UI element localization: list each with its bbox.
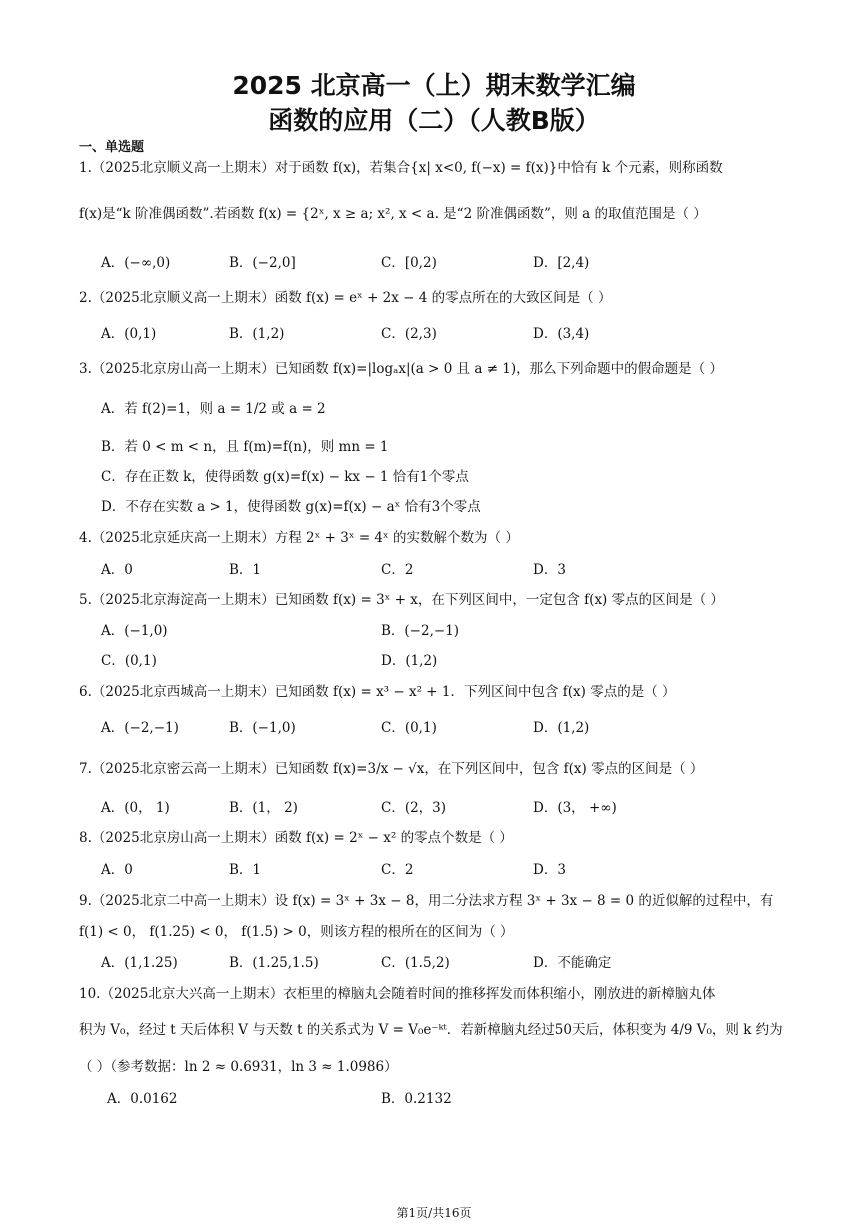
q9-line1: 9.（2025北京二中高一上期末）设 f(x) = 3ˣ + 3x − 8，用二分法求方程 3ˣ + 3x − 8 = 0 的近似解的过程中，有 (79, 893, 774, 909)
q8-option-d: D．3 (533, 862, 566, 878)
q2-option-a: A．(0,1) (101, 326, 157, 342)
q3-option-c: C．存在正数 k，使得函数 g(x)=f(x) − kx − 1 恰有1个零点 (101, 469, 469, 485)
q5-option-a: A．(−1,0) (101, 623, 168, 639)
q4-option-a: A．0 (101, 562, 133, 578)
q10-option-b: B．0.2132 (381, 1091, 452, 1107)
q9-option-d: D．不能确定 (533, 955, 612, 971)
q10-line3: （ ）（参考数据：ln 2 ≈ 0.6931，ln 3 ≈ 1.0986） (79, 1059, 398, 1075)
q9-option-c: C．(1.5,2) (381, 955, 450, 971)
q3-option-a: A．若 f(2)=1，则 a = 1/2 或 a = 2 (101, 401, 326, 417)
q3-line1: 3.（2025北京房山高一上期末）已知函数 f(x)=|logₐx|(a > 0 且 a ≠ 1)，那么下列命题中的假命题是（ ） (79, 361, 723, 377)
q3-option-d: D．不存在实数 a > 1，使得函数 g(x)=f(x) − aˣ 恰有3个零点 (101, 499, 481, 515)
q5-option-c: C．(0,1) (101, 653, 157, 669)
q4-option-d: D．3 (533, 562, 566, 578)
q7-option-b: B．(1， 2) (229, 800, 298, 816)
q9-option-b: B．(1.25,1.5) (229, 955, 319, 971)
q6-line1: 6.（2025北京西城高一上期末）已知函数 f(x) = x³ − x² + 1．下列区间中包含 f(x) 零点的是（ ） (79, 684, 676, 700)
q1-option-b: B．(−2,0] (229, 255, 296, 271)
q7-option-c: C．(2，3) (381, 800, 447, 816)
q2-line1: 2.（2025北京顺义高一上期末）函数 f(x) = eˣ + 2x − 4 的零点所在的大致区间是（ ） (79, 290, 612, 306)
q1-line2: f(x)是“k 阶准偶函数”.若函数 f(x) = {2ˣ, x ≥ a; x², x < a. 是“2 阶准偶函数”，则 a 的取值范围是（ ） (79, 206, 707, 222)
q2-option-c: C．(2,3) (381, 326, 437, 342)
q4-option-b: B．1 (229, 562, 262, 578)
q6-option-b: B．(−1,0) (229, 720, 296, 736)
q4-line1: 4.（2025北京延庆高一上期末）方程 2ˣ + 3ˣ = 4ˣ 的实数解个数为（ ） (79, 530, 519, 546)
q5-line1: 5.（2025北京海淀高一上期末）已知函数 f(x) = 3ˣ + x，在下列区间中，一定包含 f(x) 零点的区间是（ ） (79, 592, 724, 608)
q1-option-c: C．[0,2) (381, 255, 437, 271)
q7-option-d: D．(3， +∞) (533, 800, 617, 816)
q8-option-a: A．0 (101, 862, 133, 878)
q10-option-a: A．0.0162 (107, 1091, 178, 1107)
q2-option-d: D．(3,4) (533, 326, 590, 342)
q2-option-b: B．(1,2) (229, 326, 285, 342)
page-footer: 第1页/共16页 (396, 1206, 472, 1220)
q5-option-d: D．(1,2) (381, 653, 438, 669)
q6-option-d: D．(1,2) (533, 720, 590, 736)
q9-line2: f(1) < 0， f(1.25) < 0， f(1.5) > 0，则该方程的根所在的区间为（ ） (79, 924, 514, 940)
q1-line1: 1.（2025北京顺义高一上期末）对于函数 f(x)，若集合{x| x<0, f(−x) = f(x)}中恰有 k 个元素，则称函数 (79, 160, 723, 176)
q9-option-a: A．(1,1.25) (101, 955, 178, 971)
q8-option-b: B．1 (229, 862, 262, 878)
q8-option-c: C．2 (381, 862, 414, 878)
q8-line1: 8.（2025北京房山高一上期末）函数 f(x) = 2ˣ − x² 的零点个数是（ ） (79, 830, 513, 846)
q4-option-c: C．2 (381, 562, 414, 578)
q6-option-c: C．(0,1) (381, 720, 437, 736)
q5-option-b: B．(−2,−1) (381, 623, 460, 639)
q7-option-a: A．(0， 1) (101, 800, 170, 816)
q10-line2: 积为 V₀，经过 t 天后体积 V 与天数 t 的关系式为 V = V₀e⁻ᵏᵗ．若新樟脑丸经过50天后，体积变为 4/9 V₀，则 k 约为 (79, 1022, 783, 1038)
q10-line1: 10.（2025北京大兴高一上期末）衣柜里的樟脑丸会随着时间的推移挥发而体积缩小，刚放进的新樟脑丸体 (79, 986, 716, 1002)
q3-option-b: B．若 0 < m < n，且 f(m)=f(n)，则 mn = 1 (101, 439, 389, 455)
doc-title-line2: 函数的应用（二）（人教B版） (268, 106, 600, 135)
q1-option-d: D．[2,4) (533, 255, 590, 271)
q1-option-a: A．(−∞,0) (101, 255, 171, 271)
section-heading: 一、单选题 (79, 140, 145, 155)
q7-line1: 7.（2025北京密云高一上期末）已知函数 f(x)=3/x − √x，在下列区间中，包含 f(x) 零点的区间是（ ） (79, 761, 704, 777)
q6-option-a: A．(−2,−1) (101, 720, 179, 736)
doc-title-line1: 2025 北京高一（上）期末数学汇编 (232, 71, 636, 100)
